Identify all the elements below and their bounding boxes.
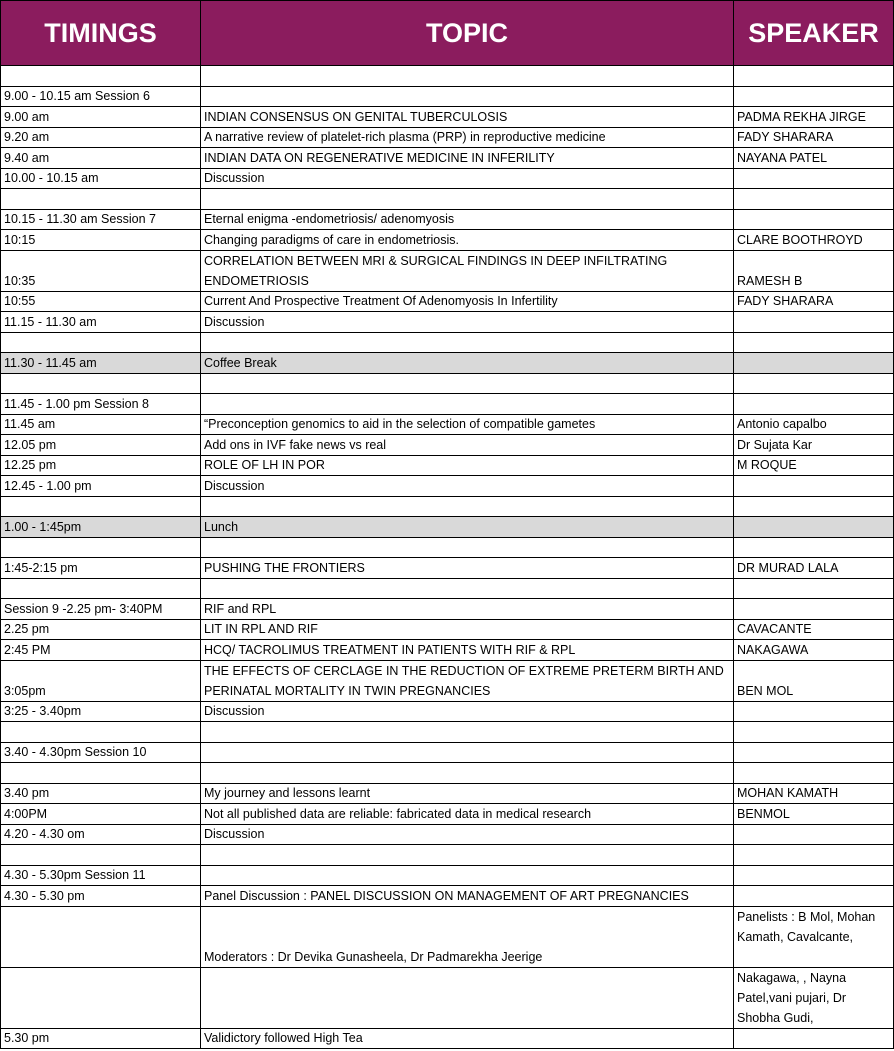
timing-cell	[0, 374, 200, 394]
topic-cell	[200, 866, 733, 886]
timing-cell: 10:55	[0, 292, 200, 312]
speaker-cell	[733, 312, 894, 333]
speaker-cell: Nakagawa, , Nayna Patel,vani pujari, Dr Shobha Gudi,	[733, 968, 894, 1029]
topic-cell: “Preconception genomics to aid in the selection of compatible gametes	[200, 415, 733, 435]
timing-cell: 11.45 am	[0, 415, 200, 435]
speaker-cell: CAVACANTE	[733, 620, 894, 640]
table-row	[0, 189, 894, 210]
topic-cell: RIF and RPL	[200, 599, 733, 620]
timing-cell: 4:00PM	[0, 804, 200, 825]
speaker-cell	[733, 333, 894, 353]
speaker-cell	[733, 394, 894, 415]
table-row	[0, 87, 894, 107]
table-row	[0, 517, 894, 538]
topic-cell	[200, 87, 733, 107]
timing-cell	[0, 333, 200, 353]
speaker-cell: RAMESH B	[733, 251, 894, 292]
table-row	[0, 538, 894, 558]
speaker-cell	[733, 517, 894, 538]
topic-cell: Discussion	[200, 476, 733, 497]
topic-cell: INDIAN CONSENSUS ON GENITAL TUBERCULOSIS	[200, 107, 733, 128]
topic-cell: Changing paradigms of care in endometriosis.	[200, 230, 733, 251]
topic-cell: LIT IN RPL AND RIF	[200, 620, 733, 640]
table-row	[0, 907, 894, 968]
timing-cell: 3:05pm	[0, 661, 200, 702]
speaker-cell: FADY SHARARA	[733, 128, 894, 148]
timing-cell	[0, 722, 200, 743]
table-row	[0, 640, 894, 661]
timing-cell	[0, 845, 200, 866]
speaker-cell	[733, 1029, 894, 1049]
speaker-cell: NAYANA PATEL	[733, 148, 894, 169]
timing-cell: 3.40 - 4.30pm Session 10	[0, 743, 200, 763]
speaker-cell: CLARE BOOTHROYD	[733, 230, 894, 251]
table-row	[0, 169, 894, 189]
topic-cell: Coffee Break	[200, 353, 733, 374]
table-row	[0, 825, 894, 845]
topic-cell: A narrative review of platelet-rich plasma (PRP) in reproductive medicine	[200, 128, 733, 148]
topic-cell: ROLE OF LH IN POR	[200, 456, 733, 476]
speaker-cell	[733, 169, 894, 189]
topic-cell	[200, 845, 733, 866]
speaker-cell	[733, 374, 894, 394]
topic-cell: INDIAN DATA ON REGENERATIVE MEDICINE IN INFERILITY	[200, 148, 733, 169]
table-row	[0, 1029, 894, 1049]
topic-cell: Eternal enigma -endometriosis/ adenomyosis	[200, 210, 733, 230]
topic-cell: Discussion	[200, 312, 733, 333]
speaker-cell: M ROQUE	[733, 456, 894, 476]
timing-cell	[0, 907, 200, 968]
topic-cell: Discussion	[200, 825, 733, 845]
topic-cell	[200, 722, 733, 743]
timing-cell: 1:45-2:15 pm	[0, 558, 200, 579]
topic-cell	[200, 374, 733, 394]
table-row	[0, 251, 894, 292]
topic-cell	[200, 394, 733, 415]
timing-cell: 3:25 - 3.40pm	[0, 702, 200, 722]
table-row	[0, 661, 894, 702]
topic-cell	[200, 579, 733, 599]
table-row	[0, 599, 894, 620]
speaker-cell: BENMOL	[733, 804, 894, 825]
topic-cell	[200, 538, 733, 558]
table-row	[0, 743, 894, 763]
topic-cell	[200, 66, 733, 87]
timing-cell	[0, 968, 200, 1029]
timing-cell: 10.15 - 11.30 am Session 7	[0, 210, 200, 230]
speaker-cell: FADY SHARARA	[733, 292, 894, 312]
topic-cell: CORRELATION BETWEEN MRI & SURGICAL FINDINGS IN DEEP INFILTRATING ENDOMETRIOSIS	[200, 251, 733, 292]
topic-cell: Discussion	[200, 169, 733, 189]
table-row	[0, 722, 894, 743]
speaker-cell	[733, 763, 894, 784]
table-row	[0, 845, 894, 866]
table-row	[0, 886, 894, 907]
table-row	[0, 210, 894, 230]
speaker-cell: MOHAN KAMATH	[733, 784, 894, 804]
topic-cell	[200, 333, 733, 353]
table-row	[0, 107, 894, 128]
header-topic: TOPIC	[200, 0, 733, 66]
speaker-cell	[733, 825, 894, 845]
timing-cell: 9.00 - 10.15 am Session 6	[0, 87, 200, 107]
speaker-cell	[733, 886, 894, 907]
table-row	[0, 968, 894, 1029]
timing-cell: 12.05 pm	[0, 435, 200, 456]
timing-cell: 10:15	[0, 230, 200, 251]
topic-cell	[200, 763, 733, 784]
topic-cell: Add ons in IVF fake news vs real	[200, 435, 733, 456]
speaker-cell: DR MURAD LALA	[733, 558, 894, 579]
topic-cell: Panel Discussion : PANEL DISCUSSION ON MANAGEMENT OF ART PREGNANCIES	[200, 886, 733, 907]
header-timings: TIMINGS	[0, 0, 200, 66]
timing-cell: 12.45 - 1.00 pm	[0, 476, 200, 497]
table-row	[0, 148, 894, 169]
speaker-cell	[733, 497, 894, 517]
timing-cell: 9.00 am	[0, 107, 200, 128]
timing-cell: 11.30 - 11.45 am	[0, 353, 200, 374]
speaker-cell	[733, 845, 894, 866]
table-row	[0, 128, 894, 148]
timing-cell: 11.45 - 1.00 pm Session 8	[0, 394, 200, 415]
table-row	[0, 866, 894, 886]
topic-cell	[200, 968, 733, 1029]
table-row	[0, 333, 894, 353]
speaker-cell	[733, 66, 894, 87]
timing-cell	[0, 763, 200, 784]
speaker-cell	[733, 722, 894, 743]
table-row	[0, 456, 894, 476]
timing-cell	[0, 538, 200, 558]
topic-cell: Not all published data are reliable: fabricated data in medical research	[200, 804, 733, 825]
speaker-cell	[733, 210, 894, 230]
table-row	[0, 230, 894, 251]
timing-cell: 5.30 pm	[0, 1029, 200, 1049]
timing-cell: 1.00 - 1:45pm	[0, 517, 200, 538]
timing-cell	[0, 579, 200, 599]
table-row	[0, 804, 894, 825]
speaker-cell	[733, 579, 894, 599]
timing-cell	[0, 66, 200, 87]
table-row	[0, 763, 894, 784]
timing-cell: 12.25 pm	[0, 456, 200, 476]
speaker-cell	[733, 599, 894, 620]
table-row	[0, 353, 894, 374]
speaker-cell	[733, 866, 894, 886]
topic-cell: PUSHING THE FRONTIERS	[200, 558, 733, 579]
timing-cell: 11.15 - 11.30 am	[0, 312, 200, 333]
speaker-cell	[733, 87, 894, 107]
topic-cell: Moderators : Dr Devika Gunasheela, Dr Padmarekha Jeerige	[200, 907, 733, 968]
table-row	[0, 497, 894, 517]
header-row	[0, 0, 894, 66]
speaker-cell	[733, 189, 894, 210]
timing-cell: Session 9 -2.25 pm- 3:40PM	[0, 599, 200, 620]
timing-cell: 10.00 - 10.15 am	[0, 169, 200, 189]
table-row	[0, 579, 894, 599]
speaker-cell: Panelists : B Mol, Mohan Kamath, Cavalcante,	[733, 907, 894, 968]
topic-cell: HCQ/ TACROLIMUS TREATMENT IN PATIENTS WITH RIF & RPL	[200, 640, 733, 661]
table-row	[0, 415, 894, 435]
timing-cell: 4.20 - 4.30 om	[0, 825, 200, 845]
table-row	[0, 66, 894, 87]
header-speaker: SPEAKER	[733, 0, 894, 66]
timing-cell: 4.30 - 5.30pm Session 11	[0, 866, 200, 886]
topic-cell: Current And Prospective Treatment Of Adenomyosis In Infertility	[200, 292, 733, 312]
timing-cell: 4.30 - 5.30 pm	[0, 886, 200, 907]
speaker-cell	[733, 743, 894, 763]
table-row	[0, 435, 894, 456]
timing-cell	[0, 497, 200, 517]
table-row	[0, 476, 894, 497]
topic-cell: Discussion	[200, 702, 733, 722]
speaker-cell: Dr Sujata Kar	[733, 435, 894, 456]
speaker-cell	[733, 353, 894, 374]
table-row	[0, 292, 894, 312]
topic-cell	[200, 189, 733, 210]
topic-cell	[200, 743, 733, 763]
topic-cell: Lunch	[200, 517, 733, 538]
speaker-cell: BEN MOL	[733, 661, 894, 702]
timing-cell: 2.25 pm	[0, 620, 200, 640]
timing-cell: 3.40 pm	[0, 784, 200, 804]
speaker-cell: NAKAGAWA	[733, 640, 894, 661]
table-row	[0, 620, 894, 640]
timing-cell: 10:35	[0, 251, 200, 292]
table-row	[0, 394, 894, 415]
timing-cell: 9.40 am	[0, 148, 200, 169]
timing-cell	[0, 189, 200, 210]
table-row	[0, 784, 894, 804]
speaker-cell: Antonio capalbo	[733, 415, 894, 435]
table-row	[0, 312, 894, 333]
topic-cell: THE EFFECTS OF CERCLAGE IN THE REDUCTION OF EXTREME PRETERM BIRTH AND PERINATAL MORTALITY IN TWIN PREGNANCIES	[200, 661, 733, 702]
speaker-cell: PADMA REKHA JIRGE	[733, 107, 894, 128]
table-row	[0, 702, 894, 722]
topic-cell: Validictory followed High Tea	[200, 1029, 733, 1049]
speaker-cell	[733, 538, 894, 558]
speaker-cell	[733, 702, 894, 722]
topic-cell	[200, 497, 733, 517]
table-row	[0, 558, 894, 579]
table-row	[0, 374, 894, 394]
timing-cell: 2:45 PM	[0, 640, 200, 661]
topic-cell: My journey and lessons learnt	[200, 784, 733, 804]
timing-cell: 9.20 am	[0, 128, 200, 148]
speaker-cell	[733, 476, 894, 497]
